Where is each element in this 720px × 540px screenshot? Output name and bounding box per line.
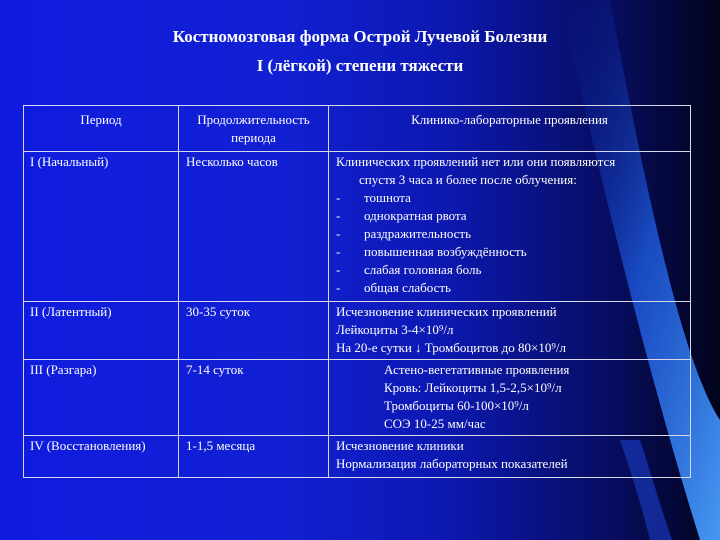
symptom-text: однократная рвота xyxy=(364,208,467,223)
header-duration-line: периода xyxy=(231,130,276,145)
header-duration xyxy=(179,106,329,152)
header-duration-line: Продолжительность xyxy=(197,112,310,127)
cell-duration: 30-35 суток xyxy=(179,302,329,360)
cell-line: Тромбоциты 60-100×10⁹/л xyxy=(384,398,529,413)
cell-manifestations xyxy=(329,436,691,478)
cell-manifestations xyxy=(329,360,691,436)
table-header-row xyxy=(24,106,691,152)
cell-manifestations xyxy=(329,152,691,302)
cell-duration: 1-1,5 месяца xyxy=(179,436,329,478)
header-period: Период xyxy=(24,106,179,152)
cell-line: Лейкоциты 3-4×10⁹/л xyxy=(336,322,454,337)
symptom-item: - однократная рвота xyxy=(336,208,467,223)
cell-line: Астено-вегетативные проявления xyxy=(384,362,570,377)
cell-line: На 20-е сутки ↓ Тромбоцитов до 80×10⁹/л xyxy=(336,340,566,355)
cell-line: Клинических проявлений нет или они появляются xyxy=(336,154,616,169)
symptom-text: общая слабость xyxy=(364,280,451,295)
symptom-item: - общая слабость xyxy=(336,280,451,295)
cell-duration: 7-14 суток xyxy=(179,360,329,436)
cell-period: IV (Восстановления) xyxy=(24,436,179,478)
slide-title: Костномозговая форма Острой Лучевой Болезни xyxy=(172,27,548,46)
cell-manifestations xyxy=(329,302,691,360)
cell-line: Нормализация лабораторных показателей xyxy=(336,456,568,471)
symptom-text: раздражительность xyxy=(364,226,472,241)
table-row xyxy=(24,152,691,302)
symptom-text: слабая головная боль xyxy=(364,262,482,277)
symptom-text: повышенная возбуждённость xyxy=(364,244,527,259)
cell-line: СОЭ 10-25 мм/час xyxy=(384,416,486,431)
cell-line: Кровь: Лейкоциты 1,5-2,5×10⁹/л xyxy=(384,380,562,395)
cell-period: I (Начальный) xyxy=(24,152,179,302)
cell-line: спустя 3 часа и более после облучения: xyxy=(359,172,577,187)
cell-duration: Несколько часов xyxy=(179,152,329,302)
slide-subtitle: I (лёгкой) степени тяжести xyxy=(256,56,464,75)
symptom-item: - тошнота xyxy=(336,190,411,205)
symptom-text: тошнота xyxy=(364,190,411,205)
cell-line: Исчезновение клинических проявлений xyxy=(336,304,557,319)
symptom-item: - слабая головная боль xyxy=(336,262,482,277)
symptom-item: - повышенная возбуждённость xyxy=(336,244,527,259)
cell-period: III (Разгара) xyxy=(24,360,179,436)
header-manifestations: Клинико-лабораторные проявления xyxy=(329,106,691,152)
table-row xyxy=(24,436,691,478)
symptom-item: - раздражительность xyxy=(336,226,472,241)
table-row xyxy=(24,360,691,436)
cell-period: II (Латентный) xyxy=(24,302,179,360)
clinical-table xyxy=(23,105,691,478)
table-row xyxy=(24,302,691,360)
cell-line: Исчезновение клиники xyxy=(336,438,464,453)
